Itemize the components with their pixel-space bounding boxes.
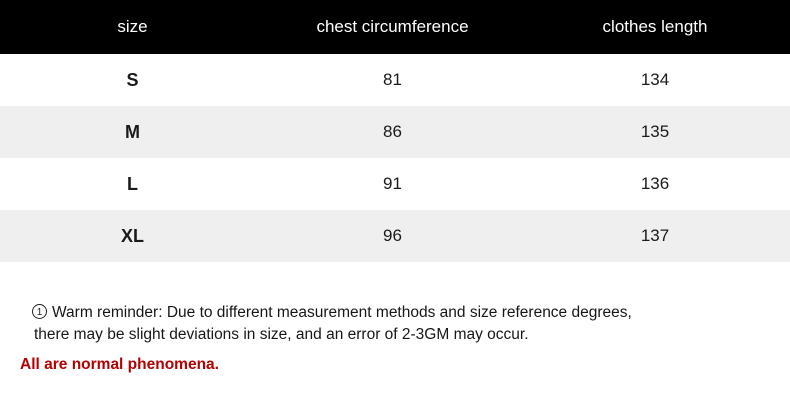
cell-length: 134 (520, 54, 790, 106)
cell-size: L (0, 158, 265, 210)
table-row (0, 54, 790, 106)
note-line-2: there may be slight deviations in size, and an error of 2-3GM may occur. (34, 326, 529, 343)
cell-chest: 81 (265, 54, 520, 106)
table-body (0, 54, 790, 262)
notes-section (0, 292, 790, 374)
table-row (0, 210, 790, 262)
cell-length: 136 (520, 158, 790, 210)
note-line-1: Warm reminder: Due to different measurement methods and size reference degrees, (52, 304, 632, 321)
table-header (0, 0, 790, 54)
cell-size: M (0, 106, 265, 158)
cell-length: 135 (520, 106, 790, 158)
cell-chest: 86 (265, 106, 520, 158)
circled-one-icon: 1 (32, 304, 47, 319)
cell-length: 137 (520, 210, 790, 262)
cell-size: XL (0, 210, 265, 262)
column-header-size: size (0, 0, 265, 54)
warm-reminder-note (0, 302, 790, 346)
table-row (0, 106, 790, 158)
cell-chest: 96 (265, 210, 520, 262)
table-header-row (0, 0, 790, 54)
cell-chest: 91 (265, 158, 520, 210)
cell-size: S (0, 54, 265, 106)
column-header-clothes-length: clothes length (520, 0, 790, 54)
note-text (34, 302, 766, 346)
normal-phenomena-warning: All are normal phenomena. (20, 356, 219, 373)
table-row (0, 158, 790, 210)
column-header-chest-circumference: chest circumference (265, 0, 520, 54)
